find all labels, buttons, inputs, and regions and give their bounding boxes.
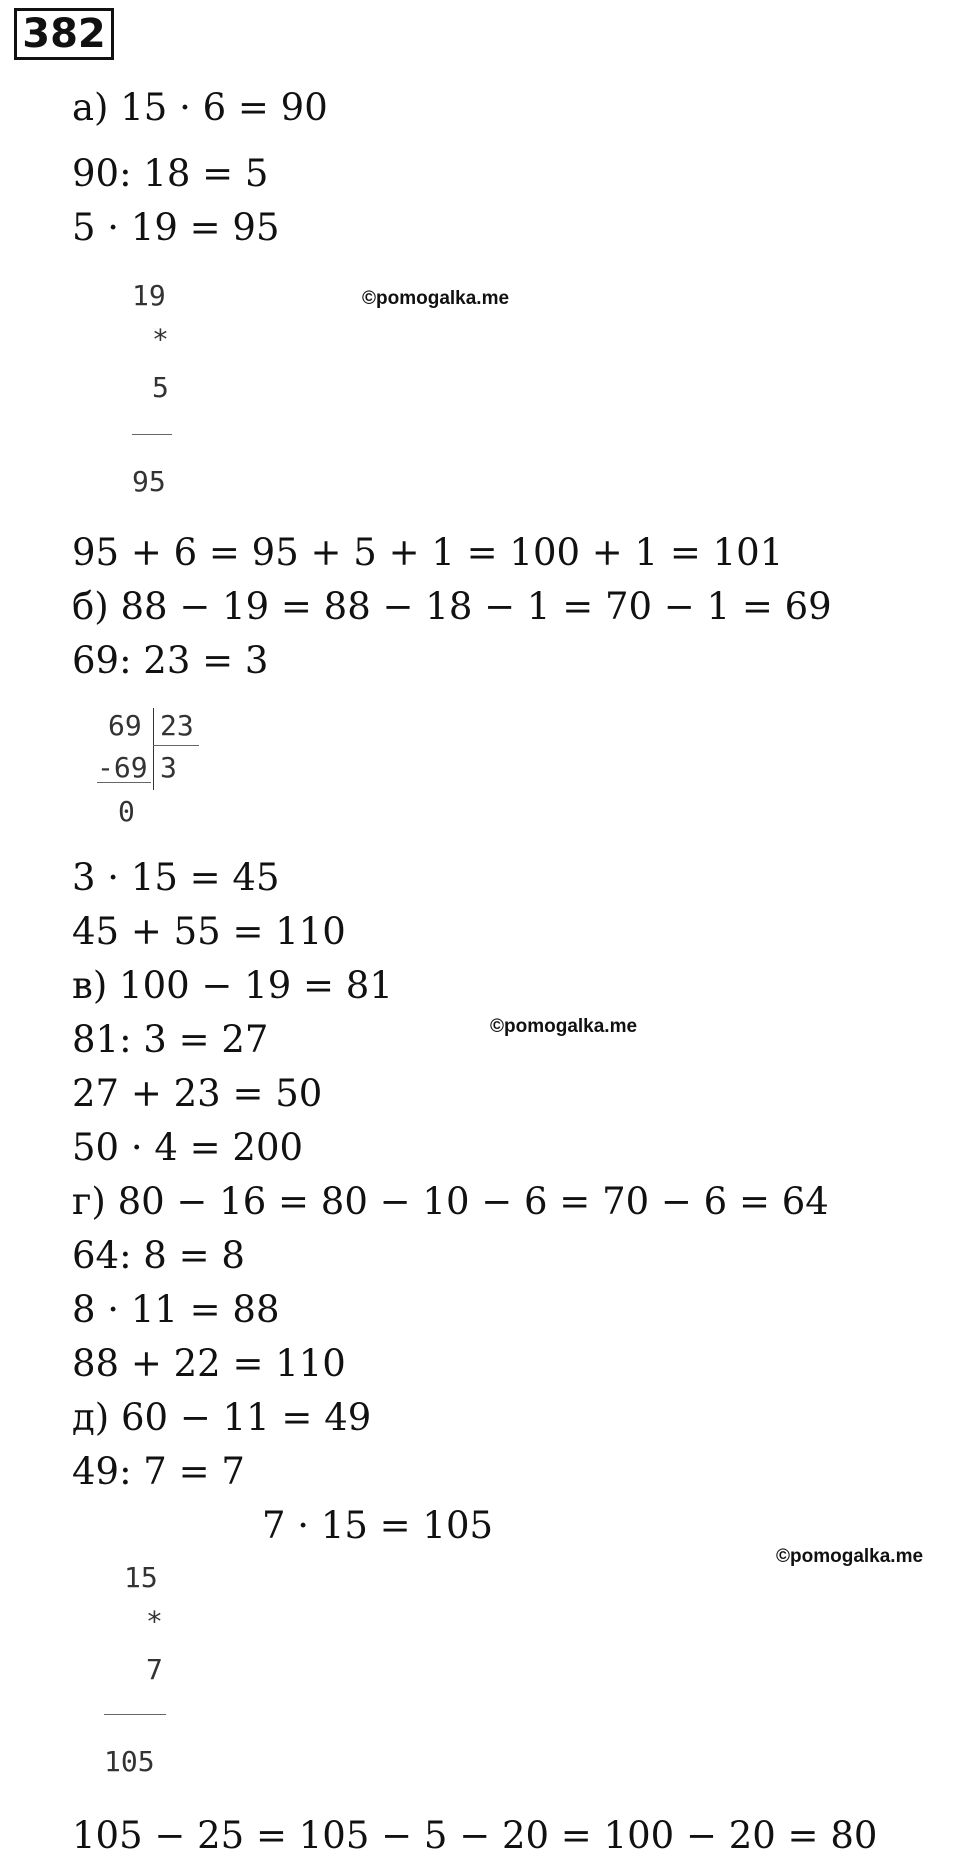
division-subtract-rule bbox=[97, 782, 151, 783]
column-top-number: 15 bbox=[124, 1561, 158, 1594]
column-bottom-number: 5 bbox=[152, 371, 169, 404]
part-a-line-4: 95 + 6 = 95 + 5 + 1 = 100 + 1 = 101 bbox=[72, 531, 784, 574]
column-rule bbox=[132, 434, 172, 435]
column-result: 105 bbox=[104, 1745, 155, 1778]
part-v-line-2: 81: 3 = 27 bbox=[72, 1018, 269, 1061]
part-v-line-1: в) 100 − 19 = 81 bbox=[72, 964, 393, 1007]
part-d-line-1: д) 60 − 11 = 49 bbox=[72, 1396, 372, 1439]
part-b-line-4: 45 + 55 = 110 bbox=[72, 910, 346, 953]
watermark-2: ©pomogalka.me bbox=[490, 1016, 638, 1037]
part-g-line-2: 64: 8 = 8 bbox=[72, 1234, 245, 1277]
column-top-number: 19 bbox=[132, 279, 166, 312]
part-v-line-4: 50 · 4 = 200 bbox=[72, 1126, 304, 1169]
part-a-line-3: 5 · 19 = 95 bbox=[72, 206, 280, 249]
division-divisor: 23 bbox=[160, 709, 194, 742]
part-b-line-3: 3 · 15 = 45 bbox=[72, 856, 280, 899]
part-b-line-2: 69: 23 = 3 bbox=[72, 639, 269, 682]
division-dividend: 69 bbox=[108, 709, 142, 742]
column-rule bbox=[104, 1714, 166, 1715]
part-g-line-4: 88 + 22 = 110 bbox=[72, 1342, 346, 1385]
problem-number: 382 bbox=[14, 8, 114, 60]
watermark-3: ©pomogalka.me bbox=[776, 1546, 924, 1567]
part-d-line-4: 105 − 25 = 105 − 5 − 20 = 100 − 20 = 80 bbox=[72, 1814, 878, 1857]
division-subtract: -69 bbox=[97, 751, 148, 784]
part-b-line-1: б) 88 − 19 = 88 − 18 − 1 = 70 − 1 = 69 bbox=[72, 585, 832, 628]
part-g-line-1: г) 80 − 16 = 80 − 10 − 6 = 70 − 6 = 64 bbox=[72, 1180, 829, 1223]
column-bottom-number: 7 bbox=[146, 1653, 163, 1686]
part-g-line-3: 8 · 11 = 88 bbox=[72, 1288, 280, 1331]
part-d-line-3: 7 · 15 = 105 bbox=[262, 1504, 494, 1547]
part-a-line-1: а) 15 · 6 = 90 bbox=[72, 86, 328, 129]
division-quotient: 3 bbox=[160, 751, 177, 784]
part-a-line-2: 90: 18 = 5 bbox=[72, 152, 269, 195]
division-remainder: 0 bbox=[118, 795, 135, 828]
column-operator: * bbox=[146, 1605, 163, 1638]
part-v-line-3: 27 + 23 = 50 bbox=[72, 1072, 323, 1115]
division-vertical-line bbox=[153, 708, 154, 790]
column-result: 95 bbox=[132, 465, 166, 498]
division-divisor-rule bbox=[153, 745, 199, 746]
column-operator: * bbox=[152, 323, 169, 356]
watermark-1: ©pomogalka.me bbox=[362, 288, 510, 309]
part-d-line-2: 49: 7 = 7 bbox=[72, 1450, 245, 1493]
